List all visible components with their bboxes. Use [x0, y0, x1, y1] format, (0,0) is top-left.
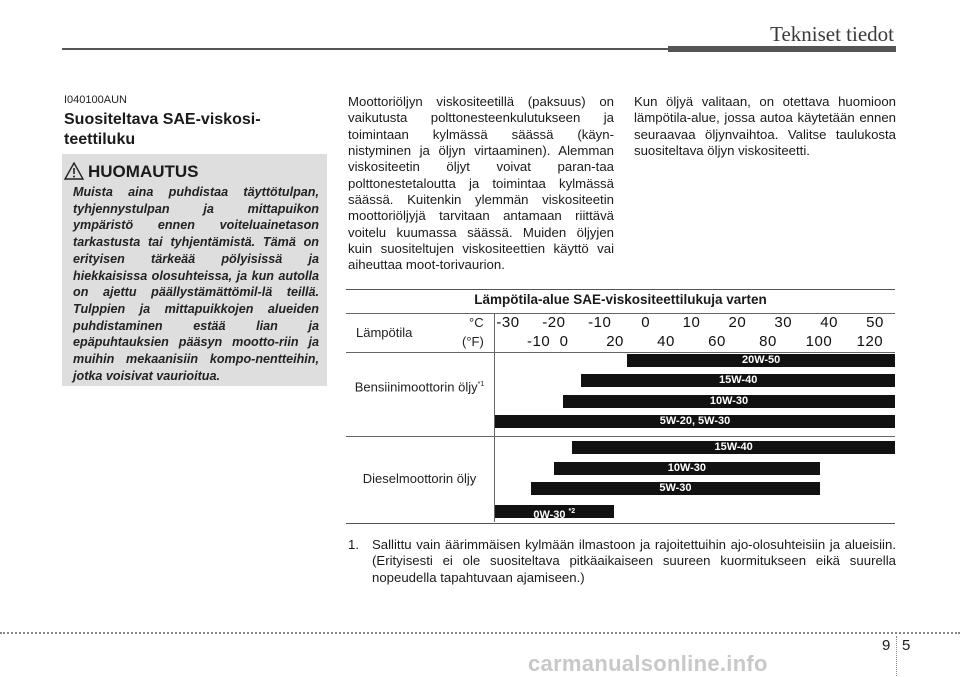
- viscosity-grade-label: 5W-20, 5W-30: [659, 415, 731, 427]
- viscosity-grade-label: 20W-50: [741, 354, 781, 366]
- viscosity-bar: [581, 374, 895, 387]
- celsius-tick-label: 40: [820, 314, 838, 331]
- section-code: I040100AUN: [64, 94, 127, 106]
- diesel-oil-label: Dieselmoottorin öljy: [362, 471, 477, 486]
- viscosity-bar: [495, 505, 614, 521]
- viscosity-grade-label: 15W-40: [719, 374, 758, 386]
- celsius-tick-label: -10: [588, 314, 612, 331]
- table-title: Lämpötila-alue SAE-viskositeettilukuja varten: [474, 292, 767, 307]
- viscosity-grade-label: 10W-30: [709, 395, 749, 407]
- gasoline-oil-label-text: Bensiinimoottorin öljy: [354, 379, 478, 395]
- warning-icon: [64, 162, 84, 180]
- celsius-tick-label: 10: [682, 314, 701, 331]
- page-number: 5: [902, 637, 911, 654]
- celsius-tick-label: -30: [496, 314, 520, 331]
- page-number-separator: [896, 636, 897, 676]
- celsius-tick-label: 0: [641, 314, 651, 331]
- viscosity-bar: [572, 441, 895, 454]
- footer-dotted-rule: [0, 632, 960, 634]
- temperature-label: Lämpötila: [356, 325, 413, 340]
- celsius-tick-label: 30: [774, 314, 793, 331]
- viscosity-bar: [531, 482, 820, 495]
- viscosity-grade-label: 5W-30: [659, 482, 692, 494]
- viscosity-grade-label: 15W-40: [714, 441, 753, 453]
- fahrenheit-tick-label: 0: [559, 333, 569, 350]
- celsius-tick-label: 50: [866, 314, 884, 331]
- fahrenheit-tick-label: 100: [805, 333, 833, 350]
- gasoline-oil-footnote-ref: *1: [477, 381, 485, 388]
- gasoline-oil-label: [352, 377, 487, 395]
- table-divider: [346, 352, 895, 353]
- header-rule: [62, 48, 668, 50]
- fahrenheit-tick-label: 20: [606, 333, 624, 350]
- celsius-tick-label: 20: [728, 314, 747, 331]
- viscosity-bar: [627, 354, 895, 367]
- celsius-unit: °C: [469, 315, 484, 330]
- fahrenheit-tick-label: -10: [526, 333, 551, 350]
- watermark: carmanualsonline.info: [528, 651, 768, 676]
- table-divider: [346, 436, 895, 437]
- header-accent-bar: [668, 46, 896, 52]
- notice-body: Muista aina puhdistaa täyttötulpan, tyhjennystulpan ja mittapuikon ympäristö ennen voiteluainetason tarkastusta tai tyhjentämistä. Tämä on erityisen tärkeää pölyisissä ja hiekkaisissa olosuhteissa, ja kun autolla on ajettu päällystämättömil-lä teillä. Tulppien ja mittapuikkojen alueiden puhdistaminen estää lian ja epäpuhtauksien pääsyn mootto-riin ja muihin mekaanisiin kompo-nentteihin, jotka voisivat vaurioitua.: [73, 185, 319, 383]
- chapter-title: Tekniset tiedot: [770, 22, 894, 46]
- page-chapter-number: 9: [882, 637, 891, 654]
- fahrenheit-tick-label: 40: [657, 333, 675, 350]
- viscosity-bar: [495, 415, 895, 428]
- viscosity-grade-label: 10W-30: [667, 462, 707, 474]
- table-divider: [346, 313, 895, 314]
- viscosity-grade-footnote-ref: *2: [568, 508, 576, 515]
- footnote-number: 1.: [348, 537, 359, 552]
- viscosity-paragraph: Moottoriöljyn viskositeetillä (paksuus) on vaikutusta polttonesteenkulutukseen ja toimintaan kylmässä säässä (käyn-nistyminen ja öljyn virtaaminen). Alemman viskositeetin öljyt voivat paran-taa polttonestetaloutta ja toimintaa kylmässä säässä. Kuitenkin ylemmän viskositeetin moottoriöljyjä tarvitaan antamaan riittävä voitelu kuumassa säässä. Muiden öljyjen kuin suositeltujen viskositeettien käyttö vai aiheuttaa moot-torivaurion.: [348, 94, 614, 273]
- section-heading: Suositeltava SAE-viskosi-teettiluku: [64, 111, 261, 148]
- viscosity-grade-label: 0W-30: [533, 508, 566, 521]
- footnote-text: Sallittu vain äärimmäisen kylmään ilmastoon ja rajoitettuihin ajo-olosuhteisiin ja alueisiin. (Erityisesti ei ole suositeltava pitkäaikaiseen suureen kuormitukseen eikä suurella nopeudella tapahtuvaan ajamiseen.): [372, 537, 896, 585]
- selection-paragraph: Kun öljyä valitaan, on otettava huomioon lämpötila-alue, jossa autoa käytetään ennen seuraavaa öljynvaihtoa. Valitse taulukosta suositeltava öljyn viskositeetti.: [634, 94, 896, 159]
- fahrenheit-tick-label: 80: [759, 333, 777, 350]
- celsius-tick-label: -20: [542, 314, 566, 331]
- fahrenheit-tick-label: 60: [708, 333, 726, 350]
- fahrenheit-unit: (°F): [462, 334, 484, 349]
- viscosity-bar: [563, 395, 895, 408]
- fahrenheit-tick-label: 120: [856, 333, 884, 350]
- notice-title: HUOMAUTUS: [88, 162, 199, 181]
- viscosity-bar: [554, 462, 820, 475]
